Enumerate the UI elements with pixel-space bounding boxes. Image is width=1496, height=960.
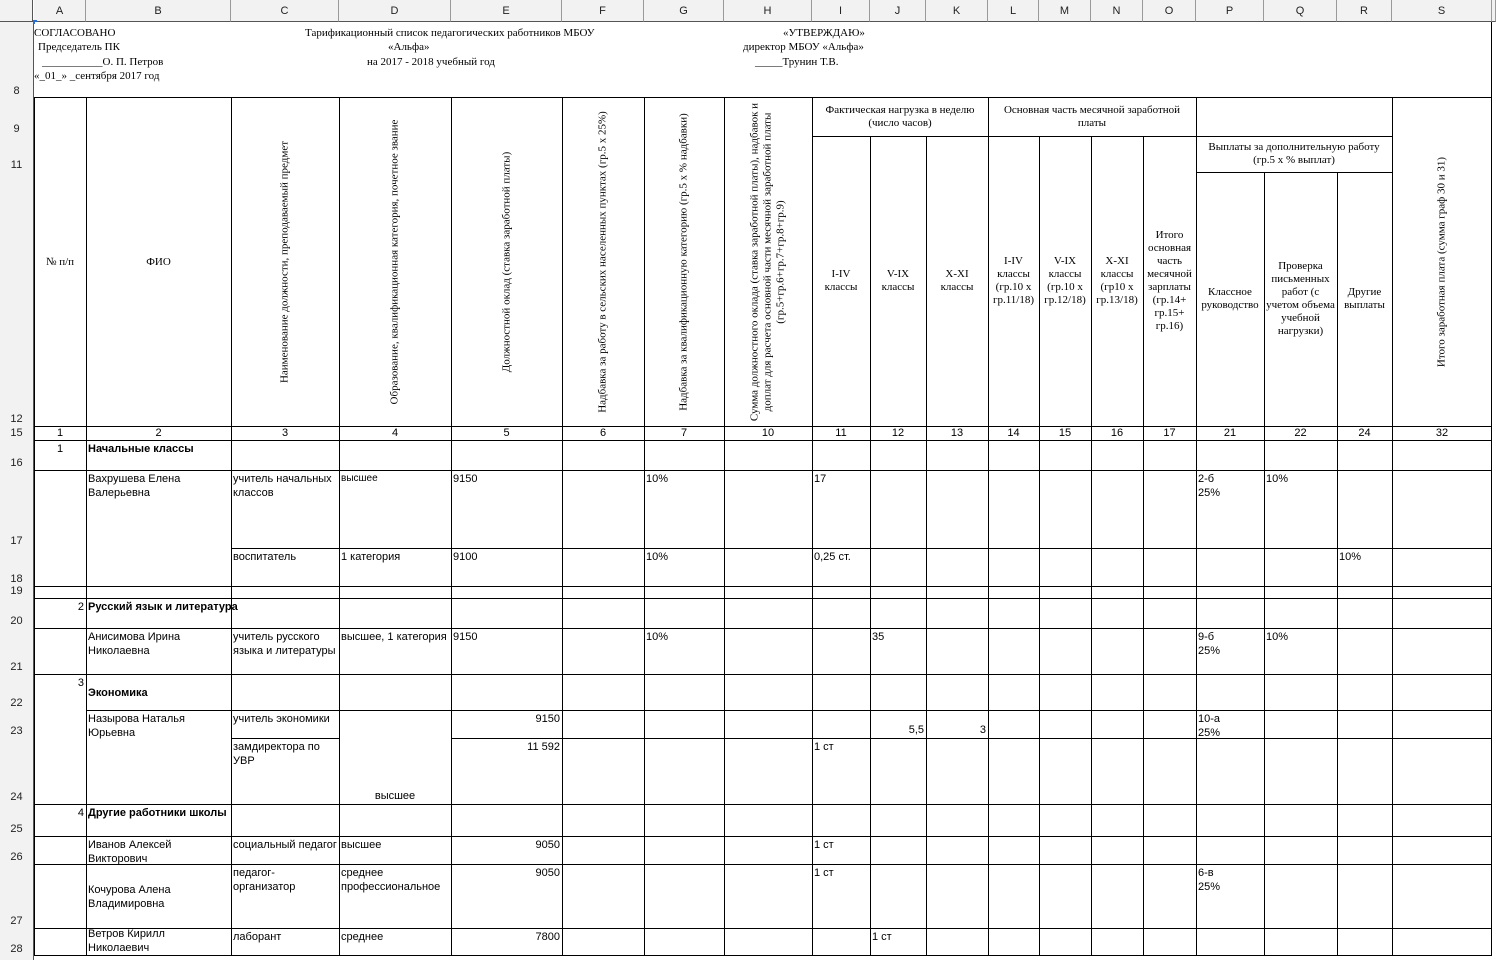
- load-1-4-cell[interactable]: 17: [814, 473, 827, 485]
- load-1-4-cell[interactable]: 1 ст: [814, 839, 834, 851]
- row-line: [451, 738, 1492, 739]
- header-load-10-11: X-XI классы: [940, 268, 974, 293]
- column-header-r[interactable]: R: [1337, 0, 1392, 22]
- position-cell[interactable]: учитель экономики: [233, 713, 330, 725]
- education-cell[interactable]: высшее: [341, 839, 382, 851]
- approved-left-line2: Председатель ПК: [38, 41, 120, 53]
- load-5-9-cell[interactable]: 35: [872, 631, 885, 643]
- column-header-f[interactable]: F: [562, 0, 644, 22]
- column-number-cell: 11: [835, 427, 847, 439]
- column-header-i[interactable]: I: [812, 0, 870, 22]
- load-1-4-cell[interactable]: 1 ст: [814, 867, 834, 879]
- column-header-c[interactable]: C: [231, 0, 339, 22]
- load-1-4-cell[interactable]: 0,25 ст.: [814, 551, 851, 563]
- header-qualification: Надбавка за квалификационную категорию (гр.5 х % надбавки): [677, 113, 690, 411]
- approved-left-line1: СОГЛАСОВАНО: [34, 27, 116, 39]
- education-cell[interactable]: среднее: [341, 931, 384, 943]
- column-header-b[interactable]: B: [86, 0, 231, 22]
- column-number-cell: 3: [281, 427, 289, 439]
- row-header-24[interactable]: 24: [0, 738, 34, 804]
- header-load-group: Фактическая нагрузка в неделю (число часов): [825, 104, 975, 129]
- section-number: 3: [77, 677, 84, 689]
- document-title-line2: «Альфа»: [388, 41, 430, 53]
- header-rural: Надбавка за работу в сельских населенных пунктах (гр.5 х 25%): [596, 111, 609, 413]
- salary-cell[interactable]: 9050: [535, 839, 560, 851]
- salary-cell[interactable]: 9050: [535, 867, 560, 879]
- row-header-27[interactable]: 27: [0, 864, 34, 928]
- row-header-11[interactable]: 11: [0, 136, 34, 172]
- position-cell[interactable]: педагог-организатор: [233, 867, 296, 893]
- header-education: Образование, квалификационная категория, почетное звание: [388, 119, 401, 405]
- column-number-cell: 17: [1163, 427, 1176, 439]
- column-header-h[interactable]: H: [724, 0, 812, 22]
- column-number-cell: 10: [761, 427, 775, 439]
- section-number: 4: [77, 807, 84, 819]
- header-load-5-9: V-IX классы: [881, 268, 915, 293]
- column-number-cell: 32: [1435, 427, 1449, 439]
- employee-name[interactable]: Кочурова Алена Владимировна: [88, 884, 171, 910]
- section-number: 1: [56, 443, 64, 455]
- row-header-filler: [0, 956, 34, 960]
- column-number-cell: 14: [1007, 427, 1020, 439]
- header-load-1-4: I-IV классы: [824, 268, 858, 293]
- section-number: 2: [77, 601, 84, 613]
- column-number-cell: 7: [680, 427, 688, 439]
- header-base-5-9: V-IX классы (гр.10 х гр.12/18): [1044, 255, 1086, 306]
- row-header-19[interactable]: 19: [0, 586, 34, 598]
- column-number-cell: 22: [1294, 427, 1307, 439]
- column-number-cell: 12: [891, 427, 905, 439]
- approved-left-line3: ___________О. П. Петров: [42, 56, 164, 68]
- column-number-cell: 15: [1058, 427, 1072, 439]
- row-header-28[interactable]: 28: [0, 928, 34, 956]
- position-cell[interactable]: учитель начальных классов: [233, 473, 332, 499]
- column-number-cell: 6: [599, 427, 607, 439]
- column-header-j[interactable]: J: [870, 0, 926, 22]
- row-header-20[interactable]: 20: [0, 598, 34, 628]
- section-title: Начальные классы: [88, 443, 194, 455]
- position-cell[interactable]: социальный педагог: [233, 839, 337, 851]
- header-other: Другие выплаты: [1344, 286, 1385, 311]
- salary-cell[interactable]: 9150: [535, 713, 560, 725]
- row-header-22[interactable]: 22: [0, 674, 34, 710]
- row-header-26[interactable]: 26: [0, 836, 34, 864]
- row-header-9[interactable]: 9: [0, 98, 34, 136]
- position-cell[interactable]: замдиректора по УВР: [233, 741, 320, 767]
- header-base-10-11: X-XI классы (гр10 х гр.13/18): [1096, 255, 1138, 306]
- row-line: [34, 674, 1492, 675]
- header-base-group: Основная часть месячной заработной платы: [1003, 104, 1181, 129]
- class-lead-cell[interactable]: 10-а 25%: [1198, 713, 1221, 739]
- row-header-18[interactable]: 18: [0, 548, 34, 586]
- class-lead-cell[interactable]: 2-б 25%: [1198, 473, 1221, 499]
- row-header-25[interactable]: 25: [0, 804, 34, 836]
- row-header-23[interactable]: 23: [0, 710, 34, 738]
- document-title-line1: Тарификационный список педагогических работников МБОУ: [305, 27, 595, 39]
- section-title: Экономика: [88, 687, 148, 699]
- other-payments-cell[interactable]: 10%: [1339, 551, 1362, 563]
- column-header-a[interactable]: A: [34, 0, 86, 22]
- column-header-filler: [1492, 0, 1496, 22]
- row-header-16[interactable]: 16: [0, 440, 34, 470]
- row-header-12[interactable]: 12: [0, 172, 34, 426]
- row-header-8[interactable]: 8: [0, 22, 34, 98]
- column-header-l[interactable]: L: [988, 0, 1039, 22]
- row-header-15[interactable]: 15: [0, 426, 34, 440]
- active-cell-indicator: [33, 20, 37, 24]
- education-cell[interactable]: высшее: [374, 790, 416, 802]
- qualification-cell[interactable]: 10%: [646, 631, 669, 643]
- education-cell[interactable]: высшее, 1 категория: [341, 631, 447, 643]
- education-cell[interactable]: 1 категория: [341, 551, 401, 563]
- header-class-lead: Классное руководство: [1201, 286, 1259, 311]
- salary-cell[interactable]: 9150: [453, 473, 478, 485]
- class-lead-cell[interactable]: 6-в 25%: [1198, 867, 1221, 893]
- column-header-g[interactable]: G: [644, 0, 724, 22]
- load-10-11-cell[interactable]: 3: [979, 724, 986, 736]
- load-5-9-cell[interactable]: 5,5: [908, 724, 924, 736]
- approved-right-line3: _____Трунин Т.В.: [755, 56, 839, 68]
- position-cell[interactable]: учитель русского языка и литературы: [233, 631, 336, 657]
- section-title: Русский язык и литература: [88, 601, 238, 613]
- document-title-line3: на 2017 - 2018 учебный год: [367, 56, 495, 68]
- column-header-s[interactable]: S: [1392, 0, 1492, 22]
- column-header-q[interactable]: Q: [1264, 0, 1337, 22]
- header-base-total: Итого основная часть месячной зарплаты (гр.14+ гр.15+ гр.16): [1147, 229, 1192, 332]
- header-fio: ФИО: [146, 255, 171, 268]
- column-number-cell: 1: [56, 427, 64, 439]
- column-number-cell: 2: [155, 427, 162, 439]
- employee-name[interactable]: Иванов Алексей Викторович: [88, 839, 172, 864]
- load-1-4-cell[interactable]: 1 ст: [814, 741, 834, 753]
- qualification-cell[interactable]: 10%: [646, 473, 669, 485]
- qualification-cell[interactable]: 10%: [646, 551, 669, 563]
- column-header-e[interactable]: E: [451, 0, 562, 22]
- approved-right-line1: «УТВЕРЖДАЮ»: [783, 27, 865, 39]
- header-checking: Проверка письменных работ (с учетом объема учебной нагрузки): [1266, 260, 1335, 337]
- column-number-cell: 21: [1223, 427, 1237, 439]
- header-sum: Сумма должностного оклада (ставка заработной платы), надбавок и доплат для расчета основной части месячной заработной платы (гр.5+гр.6+гр.7+гр.8+гр.9): [748, 102, 787, 422]
- column-number-cell: 13: [950, 427, 964, 439]
- column-number-cell: 5: [503, 427, 510, 439]
- employee-name[interactable]: Ветров Кирилл Николаевич: [88, 928, 165, 954]
- position-cell[interactable]: лаборант: [233, 931, 282, 943]
- header-base-1-4: I-IV классы (гр.10 х гр.11/18): [992, 255, 1035, 306]
- header-extra-group: Выплаты за дополнительную работу (гр.5 х % выплат): [1208, 141, 1380, 166]
- header-salary: Должностной оклад (ставка заработной платы): [500, 151, 512, 373]
- column-number-cell: 4: [391, 427, 399, 439]
- class-lead-cell[interactable]: 9-б 25%: [1198, 631, 1221, 657]
- row-line: [34, 586, 1492, 587]
- salary-cell[interactable]: 11 592: [527, 741, 560, 753]
- position-cell[interactable]: воспитатель: [233, 551, 297, 563]
- salary-cell[interactable]: 9150: [453, 631, 478, 643]
- salary-cell[interactable]: 7800: [535, 931, 560, 943]
- header-num: № п/п: [45, 255, 75, 268]
- checking-cell[interactable]: 10%: [1266, 473, 1289, 485]
- column-header-n[interactable]: N: [1091, 0, 1143, 22]
- approved-right-line2: директор МБОУ «Альфа»: [743, 41, 864, 53]
- column-header-m[interactable]: M: [1039, 0, 1091, 22]
- section-title: Другие работники школы: [88, 807, 227, 819]
- employee-name[interactable]: Вахрушева Елена Валерьевна: [88, 473, 181, 499]
- employee-name[interactable]: Назырова Наталья Юрьевна: [88, 713, 185, 739]
- salary-cell[interactable]: 9100: [453, 551, 478, 563]
- column-header-p[interactable]: P: [1196, 0, 1264, 22]
- row-header-21[interactable]: 21: [0, 628, 34, 674]
- column-header-d[interactable]: D: [339, 0, 451, 22]
- column-number-cell: 24: [1358, 427, 1371, 439]
- header-total: Итого заработная плата (сумма граф 30 и 31): [1435, 156, 1448, 368]
- checking-cell[interactable]: 10%: [1266, 631, 1289, 643]
- approved-left-line4: «_01_» _сентября 2017 год: [34, 70, 160, 82]
- select-all-corner[interactable]: [0, 0, 33, 22]
- header-position: Наименование должности, преподаваемый предмет: [278, 140, 291, 384]
- employee-name[interactable]: Анисимова Ирина Николаевна: [88, 631, 181, 657]
- column-header-o[interactable]: O: [1143, 0, 1196, 22]
- row-header-17[interactable]: 17: [0, 470, 34, 548]
- education-cell[interactable]: среднее профессиональное: [341, 867, 441, 893]
- load-5-9-cell[interactable]: 1 ст: [872, 931, 892, 943]
- education-cell[interactable]: высшее: [341, 473, 378, 484]
- column-number-cell: 16: [1110, 427, 1124, 439]
- column-header-k[interactable]: K: [926, 0, 988, 22]
